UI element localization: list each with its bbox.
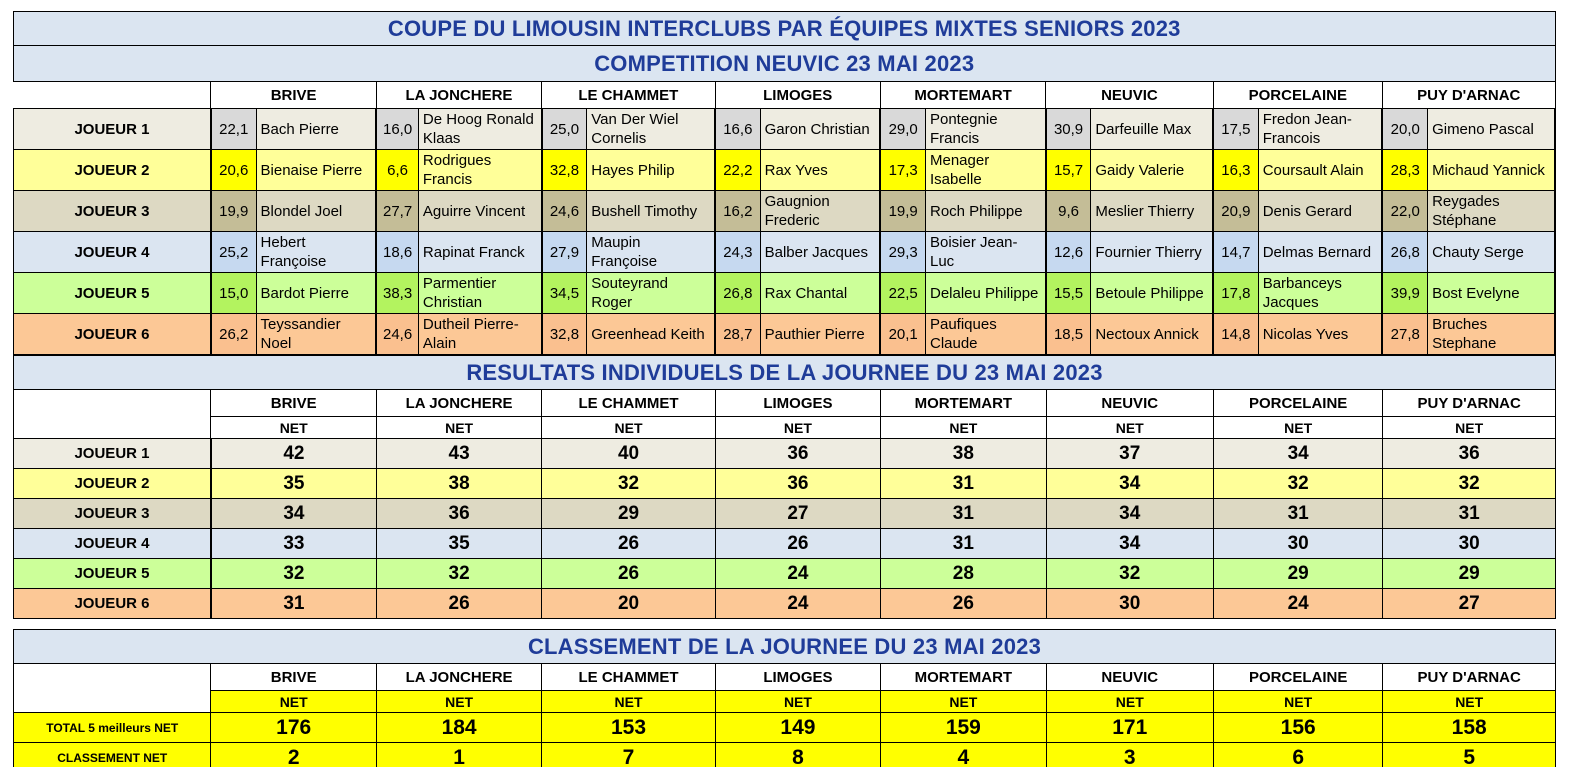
player-name: Bardot Pierre xyxy=(256,273,376,314)
player-handicap: 14,8 xyxy=(1213,314,1258,355)
result-score: 36 xyxy=(715,469,880,499)
player-name: Gaugnion Frederic xyxy=(760,191,880,232)
result-score: 35 xyxy=(376,529,541,559)
team-header: LE CHAMMET xyxy=(542,390,715,417)
player-handicap: 22,1 xyxy=(211,109,256,150)
result-score: 43 xyxy=(376,439,541,469)
team-total: 159 xyxy=(881,713,1046,743)
player-name: Gimeno Pascal xyxy=(1428,109,1555,150)
player-name: Gaidy Valerie xyxy=(1091,150,1213,191)
player-handicap: 18,6 xyxy=(376,232,418,273)
net-header: NET xyxy=(542,691,715,713)
player-name: Coursault Alain xyxy=(1258,150,1382,191)
player-handicap: 20,0 xyxy=(1382,109,1427,150)
player-handicap: 19,9 xyxy=(211,191,256,232)
net-header: NET xyxy=(881,417,1046,439)
result-score: 24 xyxy=(715,589,880,619)
player-handicap: 16,0 xyxy=(376,109,418,150)
player-handicap: 16,6 xyxy=(715,109,760,150)
net-header: NET xyxy=(1046,691,1213,713)
result-score: 32 xyxy=(1046,559,1213,589)
player-row xyxy=(14,314,1556,355)
player-handicap: 27,8 xyxy=(1382,314,1427,355)
net-header: NET xyxy=(1213,691,1382,713)
result-score: 26 xyxy=(542,529,715,559)
result-score: 31 xyxy=(881,499,1046,529)
player-name: Betoule Philippe xyxy=(1091,273,1213,314)
results-body xyxy=(14,439,1556,619)
net-header: NET xyxy=(1213,417,1382,439)
player-handicap: 28,3 xyxy=(1382,150,1427,191)
player-name: Bienaise Pierre xyxy=(256,150,376,191)
player-handicap: 20,1 xyxy=(880,314,925,355)
player-handicap: 25,2 xyxy=(211,232,256,273)
player-name: Fournier Thierry xyxy=(1091,232,1213,273)
team-header: LA JONCHERE xyxy=(376,664,541,691)
player-handicap: 12,6 xyxy=(1046,232,1091,273)
result-score: 26 xyxy=(881,589,1046,619)
player-handicap: 26,2 xyxy=(211,314,256,355)
player-name: Rax Chantal xyxy=(760,273,880,314)
team-total: 149 xyxy=(715,713,880,743)
player-handicap: 16,3 xyxy=(1213,150,1258,191)
result-score: 32 xyxy=(542,469,715,499)
player-name: Rodrigues Francis xyxy=(418,150,541,191)
player-name: Greenhead Keith xyxy=(587,314,715,355)
player-label: JOUEUR 6 xyxy=(14,314,211,355)
player-handicap: 6,6 xyxy=(376,150,418,191)
net-header: NET xyxy=(715,417,880,439)
player-name: Dutheil Pierre-Alain xyxy=(418,314,541,355)
player-handicap: 20,6 xyxy=(211,150,256,191)
corner-cell xyxy=(14,82,211,109)
team-header: BRIVE xyxy=(211,664,376,691)
team-rank: 6 xyxy=(1213,743,1382,767)
net-header: NET xyxy=(715,691,880,713)
net-header: NET xyxy=(1383,417,1556,439)
result-score: 36 xyxy=(1383,439,1556,469)
results-title: RESULTATS INDIVIDUELS DE LA JOURNEE DU 23 MAI 2023 xyxy=(14,356,1556,390)
total-label: TOTAL 5 meilleurs NET xyxy=(14,713,211,743)
result-row xyxy=(14,499,1556,529)
player-name: Bach Pierre xyxy=(256,109,376,150)
result-score: 27 xyxy=(1383,589,1556,619)
player-handicap: 22,2 xyxy=(715,150,760,191)
result-row xyxy=(14,469,1556,499)
player-handicap: 22,5 xyxy=(880,273,925,314)
ranking-table xyxy=(13,629,1556,767)
team-total: 171 xyxy=(1046,713,1213,743)
team-header: BRIVE xyxy=(211,82,376,109)
result-score: 30 xyxy=(1213,529,1382,559)
player-row xyxy=(14,150,1556,191)
hatched-corner xyxy=(14,390,211,439)
net-header: NET xyxy=(376,417,541,439)
team-rank: 7 xyxy=(542,743,715,767)
team-header: LIMOGES xyxy=(715,664,880,691)
result-score: 34 xyxy=(1046,529,1213,559)
net-header: NET xyxy=(376,691,541,713)
player-label: JOUEUR 3 xyxy=(14,499,211,529)
player-name: Bost Evelyne xyxy=(1428,273,1555,314)
team-header: MORTEMART xyxy=(881,390,1046,417)
result-score: 40 xyxy=(542,439,715,469)
player-label: JOUEUR 4 xyxy=(14,232,211,273)
player-name: Menager Isabelle xyxy=(925,150,1045,191)
result-score: 33 xyxy=(211,529,376,559)
player-handicap: 15,7 xyxy=(1046,150,1091,191)
result-score: 38 xyxy=(881,439,1046,469)
team-header: NEUVIC xyxy=(1046,390,1213,417)
player-name: Garon Christian xyxy=(760,109,880,150)
player-label: JOUEUR 1 xyxy=(14,439,211,469)
player-handicap: 19,9 xyxy=(880,191,925,232)
hatched-corner xyxy=(14,664,211,713)
net-header: NET xyxy=(1383,691,1556,713)
player-name: Rapinat Franck xyxy=(418,232,541,273)
team-header: PORCELAINE xyxy=(1213,82,1382,109)
result-row xyxy=(14,439,1556,469)
player-handicap: 27,7 xyxy=(376,191,418,232)
result-score: 29 xyxy=(1213,559,1382,589)
player-name: Paufiques Claude xyxy=(925,314,1045,355)
result-score: 31 xyxy=(881,529,1046,559)
player-handicap: 17,8 xyxy=(1213,273,1258,314)
rank-row xyxy=(14,743,1556,767)
result-score: 28 xyxy=(881,559,1046,589)
player-name: Pontegnie Francis xyxy=(925,109,1045,150)
player-handicap: 34,5 xyxy=(542,273,587,314)
player-handicap: 26,8 xyxy=(1382,232,1427,273)
result-score: 31 xyxy=(1383,499,1556,529)
team-header: PORCELAINE xyxy=(1213,390,1382,417)
player-name: Bruches Stephane xyxy=(1428,314,1555,355)
result-score: 24 xyxy=(1213,589,1382,619)
player-label: JOUEUR 2 xyxy=(14,150,211,191)
result-score: 32 xyxy=(211,559,376,589)
result-score: 30 xyxy=(1046,589,1213,619)
scorecard-sheet xyxy=(13,11,1556,767)
player-handicap: 32,8 xyxy=(542,150,587,191)
player-name: Bushell Timothy xyxy=(587,191,715,232)
result-score: 32 xyxy=(1383,469,1556,499)
team-header: LIMOGES xyxy=(715,82,880,109)
player-handicap: 24,6 xyxy=(542,191,587,232)
result-score: 29 xyxy=(542,499,715,529)
result-row xyxy=(14,559,1556,589)
player-handicap: 24,6 xyxy=(376,314,418,355)
player-name: Aguirre Vincent xyxy=(418,191,541,232)
team-rank: 2 xyxy=(211,743,376,767)
player-label: JOUEUR 5 xyxy=(14,273,211,314)
player-name: Denis Gerard xyxy=(1258,191,1382,232)
player-handicap: 27,9 xyxy=(542,232,587,273)
results-table xyxy=(13,355,1556,619)
player-name: Darfeuille Max xyxy=(1091,109,1213,150)
net-header-row xyxy=(14,691,1556,713)
result-score: 31 xyxy=(881,469,1046,499)
team-header: MORTEMART xyxy=(880,82,1045,109)
player-handicap: 25,0 xyxy=(542,109,587,150)
player-handicap: 18,5 xyxy=(1046,314,1091,355)
result-score: 36 xyxy=(715,439,880,469)
player-label: JOUEUR 3 xyxy=(14,191,211,232)
team-header: PUY D'ARNAC xyxy=(1383,390,1556,417)
player-handicap: 32,8 xyxy=(542,314,587,355)
result-score: 31 xyxy=(211,589,376,619)
player-label: JOUEUR 5 xyxy=(14,559,211,589)
player-row xyxy=(14,273,1556,314)
player-handicap: 29,0 xyxy=(880,109,925,150)
team-header: LIMOGES xyxy=(715,390,880,417)
result-score: 37 xyxy=(1046,439,1213,469)
team-header: LA JONCHERE xyxy=(376,82,541,109)
net-header: NET xyxy=(881,691,1046,713)
team-header: NEUVIC xyxy=(1046,82,1213,109)
team-total: 158 xyxy=(1383,713,1556,743)
player-name: Fredon Jean-Francois xyxy=(1258,109,1382,150)
result-score: 26 xyxy=(715,529,880,559)
team-total: 184 xyxy=(376,713,541,743)
result-score: 24 xyxy=(715,559,880,589)
player-label: JOUEUR 4 xyxy=(14,529,211,559)
player-row xyxy=(14,191,1556,232)
result-row xyxy=(14,589,1556,619)
player-handicap: 26,8 xyxy=(715,273,760,314)
team-header: BRIVE xyxy=(211,390,376,417)
net-header: NET xyxy=(211,417,376,439)
result-score: 20 xyxy=(542,589,715,619)
player-handicap: 28,7 xyxy=(715,314,760,355)
net-header: NET xyxy=(211,691,376,713)
team-header: LE CHAMMET xyxy=(542,82,715,109)
result-score: 29 xyxy=(1383,559,1556,589)
player-name: Blondel Joel xyxy=(256,191,376,232)
result-score: 26 xyxy=(376,589,541,619)
player-handicap: 20,9 xyxy=(1213,191,1258,232)
result-score: 36 xyxy=(376,499,541,529)
player-handicap: 9,6 xyxy=(1046,191,1091,232)
player-row xyxy=(14,232,1556,273)
player-handicap: 39,9 xyxy=(1382,273,1427,314)
net-header: NET xyxy=(1046,417,1213,439)
team-total: 156 xyxy=(1213,713,1382,743)
player-row xyxy=(14,109,1556,150)
result-score: 32 xyxy=(1213,469,1382,499)
player-name: Maupin Françoise xyxy=(587,232,715,273)
roster-body xyxy=(14,109,1556,355)
player-handicap: 24,3 xyxy=(715,232,760,273)
player-name: Teyssandier Noel xyxy=(256,314,376,355)
team-total: 153 xyxy=(542,713,715,743)
player-handicap: 14,7 xyxy=(1213,232,1258,273)
team-rank: 5 xyxy=(1383,743,1556,767)
result-score: 35 xyxy=(211,469,376,499)
team-header: NEUVIC xyxy=(1046,664,1213,691)
result-score: 31 xyxy=(1213,499,1382,529)
result-score: 42 xyxy=(211,439,376,469)
competition-title: COMPETITION NEUVIC 23 MAI 2023 xyxy=(14,46,1556,82)
player-name: Hayes Philip xyxy=(587,150,715,191)
net-header-row xyxy=(14,417,1556,439)
team-header: PUY D'ARNAC xyxy=(1382,82,1555,109)
player-name: Souteyrand Roger xyxy=(587,273,715,314)
player-name: Nicolas Yves xyxy=(1258,314,1382,355)
player-name: Hebert Françoise xyxy=(256,232,376,273)
roster-table xyxy=(13,11,1556,355)
player-name: Delmas Bernard xyxy=(1258,232,1382,273)
player-name: Roch Philippe xyxy=(925,191,1045,232)
team-rank: 3 xyxy=(1046,743,1213,767)
player-name: Meslier Thierry xyxy=(1091,191,1213,232)
result-score: 26 xyxy=(542,559,715,589)
net-header: NET xyxy=(542,417,715,439)
result-score: 34 xyxy=(1213,439,1382,469)
rank-label: CLASSEMENT NET xyxy=(14,743,211,767)
player-name: De Hoog Ronald Klaas xyxy=(418,109,541,150)
player-name: Boisier Jean-Luc xyxy=(925,232,1045,273)
result-score: 34 xyxy=(211,499,376,529)
result-score: 38 xyxy=(376,469,541,499)
player-label: JOUEUR 2 xyxy=(14,469,211,499)
result-score: 30 xyxy=(1383,529,1556,559)
player-name: Van Der Wiel Cornelis xyxy=(587,109,715,150)
result-score: 32 xyxy=(376,559,541,589)
player-name: Pauthier Pierre xyxy=(760,314,880,355)
player-handicap: 38,3 xyxy=(376,273,418,314)
player-name: Delaleu Philippe xyxy=(925,273,1045,314)
player-label: JOUEUR 6 xyxy=(14,589,211,619)
player-handicap: 15,0 xyxy=(211,273,256,314)
player-name: Rax Yves xyxy=(760,150,880,191)
player-label: JOUEUR 1 xyxy=(14,109,211,150)
team-rank: 4 xyxy=(881,743,1046,767)
player-handicap: 17,5 xyxy=(1213,109,1258,150)
team-rank: 8 xyxy=(715,743,880,767)
player-name: Barbanceys Jacques xyxy=(1258,273,1382,314)
player-name: Reygades Stéphane xyxy=(1428,191,1555,232)
player-name: Balber Jacques xyxy=(760,232,880,273)
team-header: LE CHAMMET xyxy=(542,664,715,691)
player-name: Nectoux Annick xyxy=(1091,314,1213,355)
team-header: PUY D'ARNAC xyxy=(1383,664,1556,691)
result-score: 34 xyxy=(1046,469,1213,499)
player-handicap: 22,0 xyxy=(1382,191,1427,232)
team-header: LA JONCHERE xyxy=(376,390,541,417)
ranking-title: CLASSEMENT DE LA JOURNEE DU 23 MAI 2023 xyxy=(14,630,1556,664)
player-name: Parmentier Christian xyxy=(418,273,541,314)
result-score: 34 xyxy=(1046,499,1213,529)
player-handicap: 15,5 xyxy=(1046,273,1091,314)
player-handicap: 30,9 xyxy=(1046,109,1091,150)
team-rank: 1 xyxy=(376,743,541,767)
player-name: Michaud Yannick xyxy=(1428,150,1555,191)
result-row xyxy=(14,529,1556,559)
team-header: PORCELAINE xyxy=(1213,664,1382,691)
total-row xyxy=(14,713,1556,743)
result-score: 27 xyxy=(715,499,880,529)
player-name: Chauty Serge xyxy=(1428,232,1555,273)
player-handicap: 29,3 xyxy=(880,232,925,273)
team-header: MORTEMART xyxy=(881,664,1046,691)
team-total: 176 xyxy=(211,713,376,743)
main-title: COUPE DU LIMOUSIN INTERCLUBS PAR ÉQUIPES MIXTES SENIORS 2023 xyxy=(14,12,1556,46)
player-handicap: 16,2 xyxy=(715,191,760,232)
player-handicap: 17,3 xyxy=(880,150,925,191)
